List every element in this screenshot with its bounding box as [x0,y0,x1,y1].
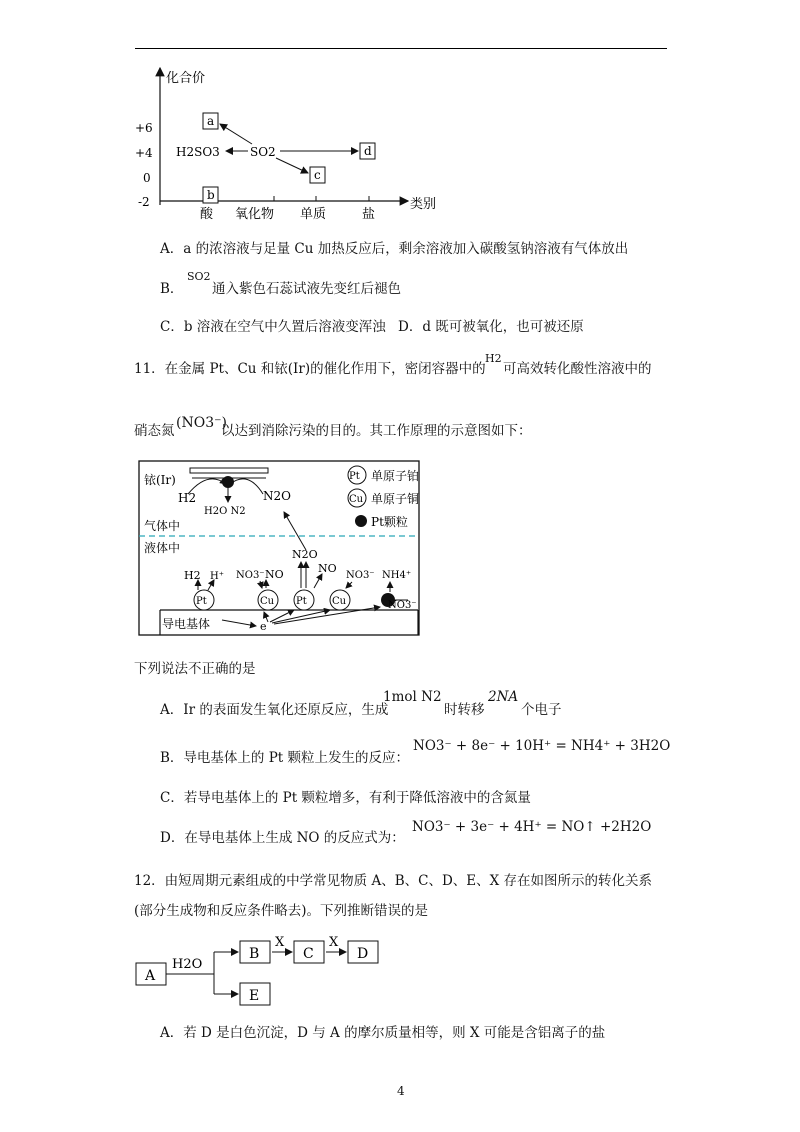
q11-option-a-formula1: 1mol N2 [383,689,442,705]
ir-plate [190,468,268,473]
svg-text:Pt: Pt [196,596,207,607]
q10-option-b-prefix: B． [160,281,184,297]
header-rule [135,48,667,49]
svg-text:气体中: 气体中 [144,519,181,533]
q11-stem-formula1: H2 [485,352,502,365]
page-number: 4 [397,1084,405,1098]
q11-option-a-text2: 时转移 [444,702,485,718]
q12-stem-line1: 12．由短周期元素组成的中学常见物质 A、B、C、D、E、X 存在如图所示的转化关系 [134,873,653,889]
svg-text:H⁺: H⁺ [210,571,224,582]
q11-option-a-formula2: 2NA [488,689,519,705]
svg-text:e: e [260,620,267,633]
svg-text:a: a [207,114,215,128]
y-tick: 0 [143,171,151,185]
svg-text:X: X [329,935,339,950]
x-tick: 酸 [200,207,214,222]
svg-text:NH4⁺: NH4⁺ [382,570,412,581]
svg-text:Cu: Cu [349,494,364,505]
svg-text:C: C [303,946,314,962]
svg-text:N2O: N2O [292,548,318,561]
catalysis-diagram [138,460,420,636]
svg-text:E: E [249,988,260,1004]
q11-option-d-text: D．在导电基体上生成 NO 的反应式为： [160,830,405,846]
svg-text:H2: H2 [184,569,201,582]
q10-option-c: C．b 溶液在空气中久置后溶液变浑浊 [160,319,386,335]
svg-text:H2O: H2O [172,957,203,972]
q11-stem-part2: 可高效转化酸性溶液中的 [503,361,652,377]
q11-stem-line2-prefix: 硝态氮 [134,423,175,439]
svg-text:NO3⁻: NO3⁻ [346,570,375,581]
y-axis-label: 化合价 [166,71,206,86]
svg-text:Cu: Cu [332,596,347,607]
svg-text:c: c [314,168,321,182]
pt-particle-legend-icon [355,515,367,527]
x-tick: 盐 [362,207,376,222]
q10-option-b-formula: SO2 [187,270,211,283]
q11-prompt: 下列说法不正确的是 [134,661,256,677]
svg-text:X: X [275,935,285,950]
q10-option-b-text: 通入紫色石蕊试液先变红后褪色 [212,281,401,297]
q11-option-d-equation: NO3⁻ + 3e⁻ + 4H⁺ = NO↑ +2H2O [412,819,652,835]
svg-text:单原子铜: 单原子铜 [371,492,420,506]
q11-option-b-equation: NO3⁻ + 8e⁻ + 10H⁺ = NH4⁺ + 3H2O [413,738,671,754]
svg-text:NO: NO [318,562,337,575]
y-tick: +6 [135,121,153,135]
svg-text:B: B [249,946,260,962]
q11-option-b-text: B．导电基体上的 Pt 颗粒上发生的反应： [160,750,410,766]
svg-text:NO: NO [265,568,284,581]
x-tick: 氧化物 [235,207,275,222]
so2-label: SO2 [250,145,276,159]
svg-text:b: b [207,188,215,202]
q10-option-d: D．d 既可被氧化，也可被还原 [398,319,584,335]
q11-stem-part1: 11．在金属 Pt、Cu 和铱(Ir)的催化作用下，密闭容器中的 [134,361,486,377]
svg-text:NO3⁻: NO3⁻ [236,570,265,581]
q11-option-a-text: A．Ir 的表面发生氧化还原反应，生成 [160,702,389,718]
q11-stem-line2-suffix: 以达到消除污染的目的。其工作原理的示意图如下： [221,423,532,439]
svg-text:NO3⁻: NO3⁻ [388,600,417,611]
svg-text:A: A [145,968,156,984]
svg-text:单原子铂: 单原子铂 [371,469,420,483]
y-tick: +4 [135,146,153,160]
conversion-diagram [134,932,384,1012]
svg-text:D: D [357,946,369,962]
svg-text:d: d [364,144,372,158]
h2so3-label: H2SO3 [176,145,220,159]
q12-option-a: A．若 D 是白色沉淀，D 与 A 的摩尔质量相等，则 X 可能是含铝离子的盐 [160,1025,606,1041]
q11-stem-formula2: (NO3⁻) [176,415,227,431]
q11-option-c: C．若导电基体上的 Pt 颗粒增多，有利于降低溶液中的含氮量 [160,790,531,806]
svg-text:N2O: N2O [263,489,291,503]
x-axis-label: 类别 [410,197,437,212]
svg-text:H2: H2 [178,491,197,505]
substrate-label: 导电基体 [162,617,211,631]
ir-label: 铱(Ir) [144,473,176,487]
svg-text:Cu: Cu [260,596,275,607]
svg-text:Pt颗粒: Pt颗粒 [371,515,408,529]
q10-option-a: A．a 的浓溶液与足量 Cu 加热反应后，剩余溶液加入碳酸氢钠溶液有气体放出 [160,241,629,257]
q11-option-a-text3: 个电子 [521,702,562,718]
x-tick: 单质 [300,207,327,222]
valence-category-chart [130,60,460,225]
svg-text:Pt: Pt [296,596,307,607]
svg-text:Pt: Pt [349,471,360,482]
svg-text:液体中: 液体中 [144,541,181,555]
q12-stem-line2: (部分生成物和反应条件略去)。下列推断错误的是 [134,903,429,919]
svg-text:H2O N2: H2O N2 [204,506,246,517]
y-tick: -2 [138,195,150,209]
